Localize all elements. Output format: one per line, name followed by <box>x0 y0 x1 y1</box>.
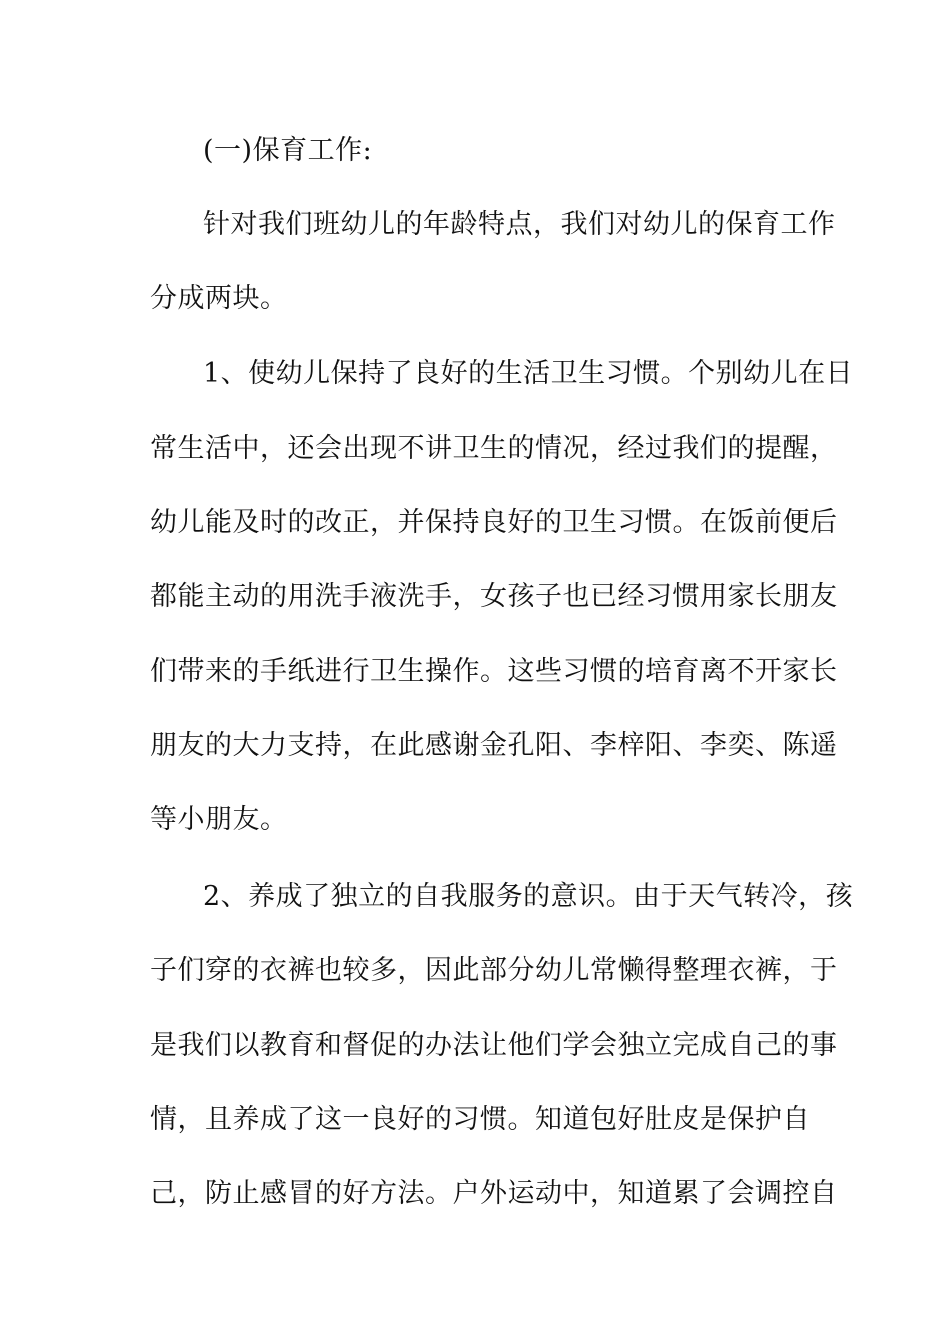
paragraph-line: 是我们以教育和督促的办法让他们学会独立完成自己的事 <box>150 1030 838 1061</box>
paragraph-line: 情，且养成了这一良好的习惯。知道包好肚皮是保护自 <box>150 1104 810 1135</box>
paragraph-line: 朋友的大力支持，在此感谢金孔阳、李梓阳、李奕、陈遥 <box>150 730 838 761</box>
section-heading: (一)保育工作: <box>203 135 373 166</box>
paragraph-line: 子们穿的衣裤也较多，因此部分幼儿常懒得整理衣裤，于 <box>150 955 838 986</box>
paragraph-line: 常生活中，还会出现不讲卫生的情况，经过我们的提醒， <box>150 433 838 464</box>
paragraph-line: 2、养成了独立的自我服务的意识。由于天气转冷，孩 <box>203 881 854 912</box>
paragraph-line: 们带来的手纸进行卫生操作。这些习惯的培育离不开家长 <box>150 656 838 687</box>
paragraph-line: 针对我们班幼儿的年龄特点，我们对幼儿的保育工作 <box>203 209 836 240</box>
paragraph-line: 1、使幼儿保持了良好的生活卫生习惯。个别幼儿在日 <box>203 358 854 389</box>
paragraph-line: 分成两块。 <box>150 283 288 314</box>
paragraph-line: 幼儿能及时的改正，并保持良好的卫生习惯。在饭前便后 <box>150 507 838 538</box>
paragraph-line: 等小朋友。 <box>150 804 288 835</box>
paragraph-line: 己，防止感冒的好方法。户外运动中，知道累了会调控自 <box>150 1178 838 1209</box>
paragraph-line: 都能主动的用洗手液洗手，女孩子也已经习惯用家长朋友 <box>150 581 838 612</box>
